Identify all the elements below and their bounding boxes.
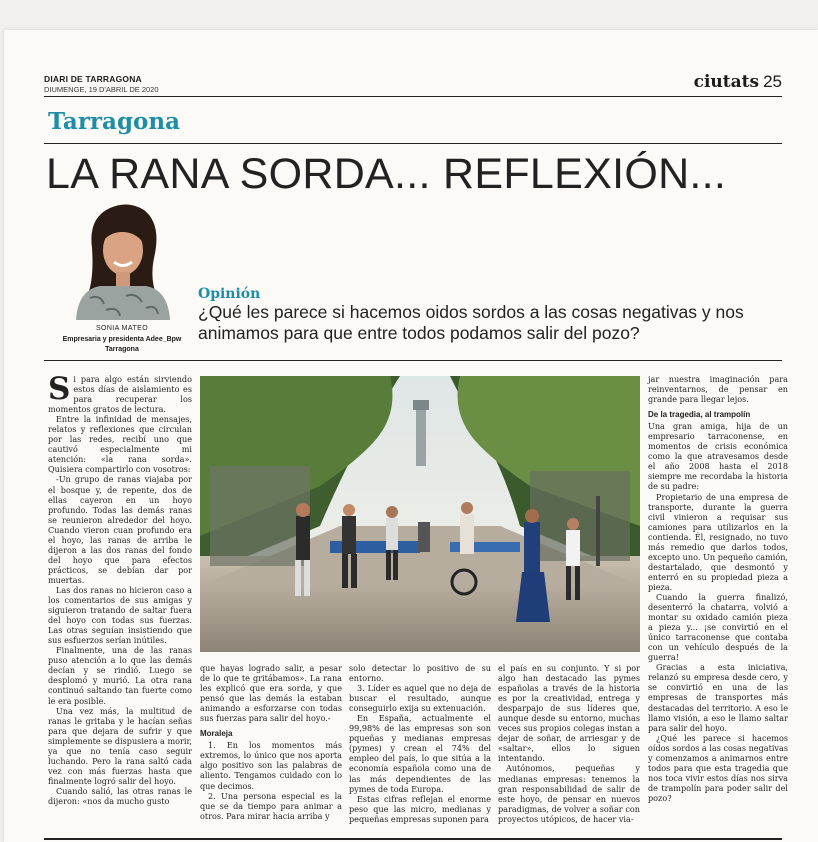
col1-paragraph-3: -Un grupo de ranas viajaba por el bosque y, de repente, dos de ellas cayeron en un hoyo profundo. Todas las demás ranas se reunieron alrededor del hoyo. Cuando vieron cuan profundo era el hoyo, las ranas de arriba le dijeron a las dos ranas del fondo del hoyo que para efectos prácticos, se debían dar por muertas. — [48, 474, 192, 585]
col1-paragraph-7: Cuando salió, las otras ranas le dijeron: «nos da mucho gusto — [48, 785, 192, 806]
col3-paragraph-1: solo detectar lo positivo de su entorno. — [349, 663, 491, 684]
paper-date: DIUMENGE, 19 D'ABRIL DE 2020 — [44, 85, 159, 94]
dropcap: S — [48, 371, 71, 407]
col5-paragraph-3: Gracias a esta iniciativa, relanzó su empresa desde cero, y se convirtió en una de las empresas de transportes más destacadas del territorio. A eso le llamo visión, a eso le llamo saltar para salir del hoyo. — [648, 662, 788, 733]
col1-paragraph-2: Entre la infinidad de mensajes, relatos y reflexiones que circulan por las redes, recibí uno que cautivó especialmente mi atención: «la rana sorda». Quisiera compartirlo con vosotros: — [48, 414, 192, 475]
col3-paragraph-4: Estas cifras reflejan el enorme peso que las micro, medianas y pequeñas empresas suponen para — [349, 793, 491, 824]
col2-paragraph-3: 2. Una persona especial es la que se da tiempo para animar a otros. Para mirar hacia arriba y — [200, 790, 342, 821]
col2-paragraph-2: 1. En los momentos más extremos, lo único que nos aporta algo positivo son las palabras de aliento. Tengamos cuidado con lo que decimos. — [200, 740, 342, 791]
col5-heading: De la tragedia, al trampolín — [648, 410, 751, 420]
author-role-line2: Tarragona — [105, 346, 139, 353]
kicker: Opinión — [198, 286, 261, 302]
footer-rule — [44, 838, 782, 840]
col5-top-paragraph-2: Una gran amiga, hija de un empresario tarraconense, en momentos de crisis económica como la que atravesamos desde el año 2008 hasta el 2018 siempre me recordaba la historia de su padre: — [648, 421, 788, 492]
newspaper-page — [4, 30, 818, 842]
col1-p1-text: i para algo están sirviendo estos días de aislamiento es para recuperar los momentos gratos de lectura. — [48, 374, 192, 415]
page-number: 25 — [763, 72, 782, 91]
column-1 — [48, 371, 192, 806]
city-label: Tarragona — [48, 108, 181, 135]
col3-paragraph-3: En España, actualmente el 99,98% de las empresas son son pqueñas y medianas empresas (pymes) y crean el 74% del empleo del país, lo que sitúa a la economía española como una de las más dependientes de las pymes de toda Europa. — [349, 713, 491, 794]
masthead-right — [694, 72, 782, 92]
author-role-line1: Empresaria y presidenta Adee_Bpw — [62, 336, 182, 343]
author-role — [48, 335, 196, 355]
col5-paragraph-4: ¿Qué les parece si hacemos oídos sordos a las cosas negativas y comenzamos a animarnos entre todos para que esta tragedia que nos toca vivir estos días nos sirva de trampolín para poder salir del pozo? — [648, 732, 788, 803]
masthead-left — [44, 74, 159, 94]
column-4 — [498, 663, 640, 824]
street-photo — [200, 376, 640, 652]
col4-paragraph-2: Autónomos, pequeñas y medianas empresas: tenemos la gran responsabilidad de salir de este hoyo, de pensar en nuevos paradigmas, de volver a soñar con proyectos utópicos, de hacer via- — [498, 763, 640, 824]
section-name: ciutats — [693, 72, 760, 92]
subhead: ¿Qué les parece si hacemos oidos sordos a las cosas negativas y nos animamos para que entre todos podamos salir del pozo? — [198, 302, 744, 343]
col3-paragraph-2: 3. Líder es aquel que no deja de buscar el resultado, aunque conseguirlo exija su extenuación. — [349, 683, 491, 714]
col4-paragraph-1: el país en su conjunto. Y si por algo han destacado las pymes españolas a través de la historia es por la creatividad, entrega y desparpajo de sus líderes que, aunque desde su entorno, muchas veces sus propios colegas instan a dejar de soñar, de arriesgar y de «saltar», ellos lo siguen intentando. — [498, 663, 640, 764]
author-photo — [70, 198, 174, 320]
col1-paragraph-1 — [48, 371, 192, 415]
col1-paragraph-6: Una vez más, la multitud de ranas le gritaba y le hacían señas para que dejara de sufrir y que simplemente se dispusiera a morir, ya que no tenía caso seguir luchando. Pero la rana saltó cada vez con más fuerzas hasta que finalmente logró salir del hoyo. — [48, 705, 192, 786]
col5-top-paragraph-1: jar nuestra imaginación para reinventarnos, de pensar en grande para llegar lejos. — [648, 374, 788, 405]
city-rule — [44, 143, 782, 144]
column-3 — [349, 663, 491, 824]
author-name: SONIA MATEO — [95, 325, 149, 332]
col1-paragraph-4: Las dos ranas no hicieron caso a los comentarios de sus amigas y siguieron tratando de saltar fuera del hoyo con todas sus fuerzas. Las otras seguían insistiendo que sus esfuerzos serían inútiles. — [48, 584, 192, 646]
top-rule — [44, 96, 782, 97]
col5-paragraph-1: Propietario de una empresa de transporte, durante la guerra civil vinieron a requisar sus camiones para utilizarlos en la contienda. Él, resignado, no tuvo más remedio que darlos todos, excepto uno. Un pequeño camión, destartalado, que desmontó y enterró en su propiedad pieza a pieza. — [648, 491, 788, 592]
column-2 — [200, 663, 342, 821]
mid-rule — [44, 360, 782, 361]
col1-paragraph-5: Finalmente, una de las ranas puso atención a lo que las demás decían y se rindió. Luego se desplomó y murió. La otra rana continuó saltando tan fuerte como le era posible. — [48, 645, 192, 706]
col2-heading: Moraleja — [200, 729, 233, 739]
col5-paragraph-2: Cuando la guerra finalizó, desenterró la chatarra, volvió a montar su oxidado camión pieza a pieza y... ¡se convirtió en el único tarraconense que contaba con un vehículo después de la guerra! — [648, 591, 788, 663]
paper-name: DIARI DE TARRAGONA — [44, 74, 142, 84]
column-5 — [648, 374, 788, 803]
col2-paragraph-1: que hayas logrado salir, a pesar de lo que te gritábamos». La rana les explicó que era sorda, y que pensó que las demás la estaban animando a esforzarse con todas sus fuerzas para salir del hoyo.- — [200, 663, 342, 724]
headline: LA RANA SORDA... REFLEXIÓN... — [46, 150, 727, 198]
